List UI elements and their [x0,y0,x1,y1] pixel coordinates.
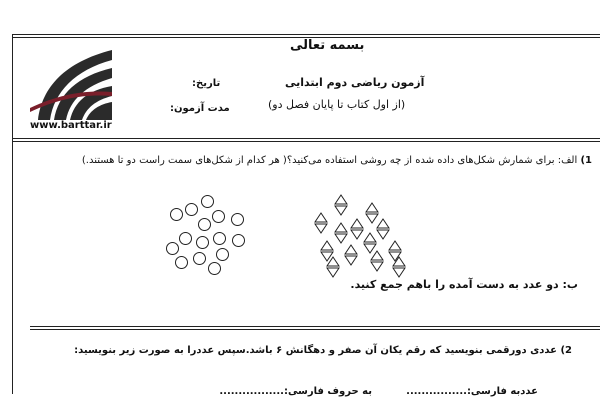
circle-shape [166,242,179,255]
basmala: بسمه تعالی [290,38,365,53]
double-triangle-shape [376,218,390,240]
exam-scope: (از اول کتاب تا پایان فصل دو) [268,98,406,111]
double-triangle-shape [334,222,348,244]
question1-part-b: ب: دو عدد به دست آمده را باهم جمع کنید. [350,278,578,291]
section-separator-line [30,326,600,327]
circle-shape [193,252,206,265]
circle-shape [179,232,192,245]
section-separator-line-2 [30,329,600,330]
circle-shape [185,203,198,216]
circle-shape [201,195,214,208]
barttar-logo-icon [30,42,112,120]
date-label: تاریخ: [192,78,221,89]
exam-title: آزمون ریاضی دوم ابتدایی [285,76,425,89]
double-triangle-shape [314,212,328,234]
circle-shape [213,232,226,245]
double-triangle-shape [350,218,364,240]
duration-label: مدت آزمون: [170,103,230,114]
double-triangle-shape [370,250,384,272]
circle-shape [170,208,183,221]
double-triangle-shape [344,244,358,266]
circle-shape [196,236,209,249]
question1-number: 1) [580,155,592,166]
header-bottom-line [12,138,600,139]
left-border [12,34,13,394]
circle-shape [231,213,244,226]
double-triangle-shape [392,256,406,278]
question2-text: 2) عددی دورقمی بنویسید که رقم یکان آن صفر و دهگانش ۶ باشد.سپس عددرا به صورت زیر بنویسید: [74,345,572,356]
circle-shape [212,210,225,223]
circle-shape [216,248,229,261]
question1-part-a [20,155,592,166]
circle-shape [175,256,188,269]
question1-part-a-text: الف: برای شمارش شکل‌های داده شده از چه روشی استفاده می‌کنید؟( هر کدام از شکل‌های سمت راست دو تا هستند.) [81,155,578,166]
circle-shape [232,234,245,247]
header-bottom-line-2 [12,141,600,142]
double-triangle-shape [326,256,340,278]
circle-shape [198,218,211,231]
digit-answer-label: عددبه فارسی:................ [406,386,538,397]
website-label: www.barttar.ir [30,120,112,131]
circle-shape [208,262,221,275]
header-top-line [12,34,600,35]
letters-answer-label: به حروف فارسی:................. [219,386,372,397]
double-triangle-shape [334,194,348,216]
